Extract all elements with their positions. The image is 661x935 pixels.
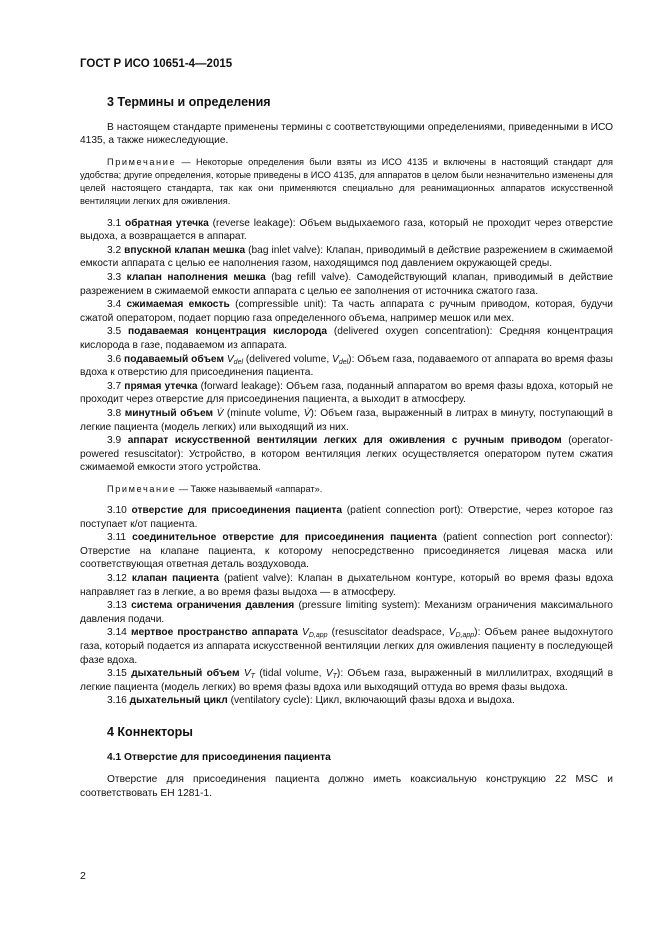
term-3-13: 3.13 система ограничения давления (pressure limiting system): Механизм ограничения максимального давления подачи.: [80, 600, 613, 625]
term-3-7: 3.7 прямая утечка (forward leakage): Объем газа, поданный аппаратом во время фазы вдоха, который не проходит через отверстие для присоединения пациента, а выходит в атмосферу.: [80, 380, 613, 406]
note-1-label: Примечание: [107, 156, 177, 167]
term-3-1: 3.1 обратная утечка (reverse leakage): Объем выдыхаемого газа, который не проходит через отверстие выдоха, а возвращается в аппарат.: [80, 217, 613, 243]
section-4-1-text: Отверстие для присоединения пациента должно иметь коаксиальную конструкцию 22 MSC и соответствовать ЕН 1281-1.: [80, 774, 613, 799]
note-1-text: — Некоторые определения были взяты из ИСО 4135 и включены в настоящий стандарт для удобства; другие определения, которые приведены в ИСО 4135, для аппаратов в целом были незначительно изменены для целей настоящего стандарта, так как они применяются специально для реанимационных аппаратов искусственной вентиляции легких для оживления.: [80, 156, 613, 207]
term-3-3: 3.3 клапан наполнения мешка (bag refill valve). Самодействующий клапан, приводимый в действие разрежением в сжимаемой емкости аппарата с целью ее заполнения от источника сжатого газа.: [80, 271, 614, 297]
term-3-10: 3.10 отверстие для присоединения пациента (patient connection port): Отверстие, через которое газ поступает к/от пациента.: [80, 505, 613, 530]
term-3-14: 3.14 мертвое пространство аппарата $V_{D,app}$ (resuscitator deadspace, $V_{D,app}$): Объем ранее выдохнутого газа, который подается из аппарата искусственной вентиляции легких для оживления пациенту в последующей фазе вдоха.: [80, 627, 613, 666]
note-2-label: Примечание: [107, 483, 177, 494]
term-3-11: 3.11 соединительное отверстие для присоединения пациента (patient connection port connector): Отверстие на клапане пациента, к которому непосредственно присоединяется лицевая маска или соответствующая ответная деталь воздуховода.: [80, 532, 613, 571]
note-2: [80, 483, 613, 496]
section-4-1-title: 4.1 Отверстие для присоединения пациента: [107, 751, 331, 763]
term-3-2: 3.2 впускной клапан мешка (bag inlet valve): Клапан, приводимый в действие разрежением в сжимаемой емкости аппарата с целью ее наполнения газом, находящимся под давлением окружающей среды.: [80, 244, 613, 270]
note-1: [80, 156, 613, 209]
note-2-text: — Также называемый «аппарат».: [176, 483, 323, 494]
section-3-title: 3 Термины и определения: [107, 95, 271, 109]
term-3-9: 3.9 аппарат искусственной вентиляции легких для оживления с ручным приводом (operator-powered resuscitator): Устройство, в котором вентиляция легких осуществляется оператором путем сжатия сжимаемой емкости этого устройства.: [80, 435, 613, 474]
section-3-intro: В настоящем стандарте применены термины с соответствующими определениями, приведенными в ИСО 4135, а также нижеследующие.: [80, 121, 613, 147]
term-3-12: 3.12 клапан пациента (patient valve): Клапан в дыхательном контуре, который во время фазы вдоха направляет газ в легкие, а во время фазы выдоха — в атмосферу.: [80, 573, 613, 598]
term-3-16: 3.16 дыхательный цикл (ventilatory cycle): Цикл, включающий фазы вдоха и выдоха.: [107, 695, 515, 707]
term-3-6: 3.6 подаваемый объем $V_{del}$ (delivered volume, $V_{del}$): Объем газа, подаваемого от аппарата во время фазы вдоха к отверстию для присоединения пациента.: [80, 353, 613, 379]
page-number: 2: [80, 870, 86, 882]
document-header: ГОСТ Р ИСО 10651-4—2015: [80, 58, 233, 70]
page-content: [80, 96, 613, 800]
term-3-15: 3.15 дыхательный объем $V_T$ (tidal volume, $V_T$): Объем газа, выраженный в миллилитрах, входящий в легкие пациента (модель легких) во время фазы вдоха или выходящий оттуда во время фазы выдоха.: [80, 668, 613, 693]
term-3-5: 3.5 подаваемая концентрация кислорода (delivered oxygen concentration): Средняя концентрация кислорода в газе, подаваемом из аппарата.: [80, 326, 613, 351]
term-3-4: 3.4 сжимаемая емкость (compressible unit): Та часть аппарата с ручным приводом, которая, будучи сжатой оператором, подает порцию газа определенного объема, например мешок или мех.: [80, 299, 613, 324]
term-3-8: 3.8 минутный объем V̇ (minute volume, V̇): Объем газа, выраженный в литрах в минуту, поступающий в легкие пациента (модель легких) или выходящий из них.: [80, 407, 613, 433]
section-4-title: 4 Коннекторы: [107, 724, 193, 739]
